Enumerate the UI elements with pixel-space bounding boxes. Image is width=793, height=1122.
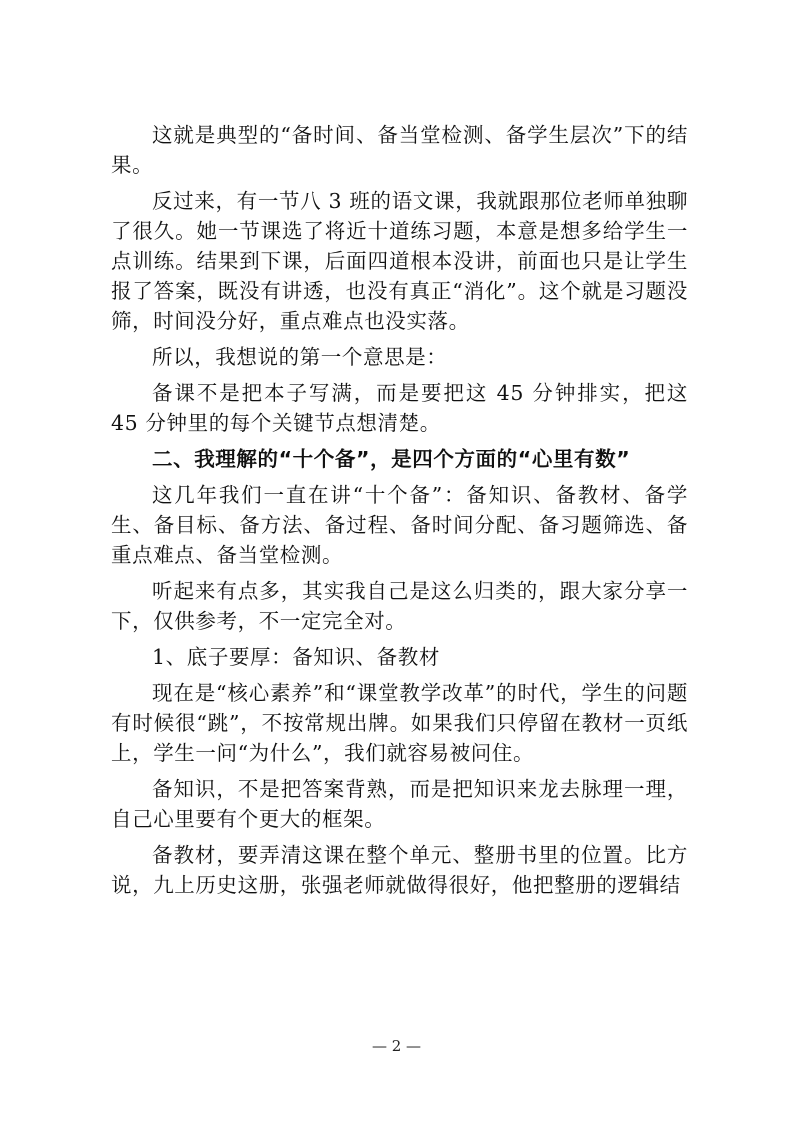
paragraph: 这就是典型的“备时间、备当堂检测、备学生层次”下的结果。 xyxy=(111,123,688,177)
subsection-heading: 1、底子要厚：备知识、备教材 xyxy=(152,645,440,669)
section-heading: 二、我理解的“十个备”，是四个方面的“心里有数” xyxy=(152,447,631,471)
document-body xyxy=(111,120,688,900)
paragraph: 备教材，要弄清这课在整个单元、整册书里的位置。比方说，九上历史这册，张强老师就做得很好，他把整册的逻辑结 xyxy=(111,843,688,897)
paragraph: 听起来有点多，其实我自己是这么归类的，跟大家分享一下，仅供参考，不一定完全对。 xyxy=(111,579,688,633)
paragraph: 现在是“核心素养”和“课堂教学改革”的时代，学生的问题有时候很“跳”，不按常规出牌。如果我们只停留在教材一页纸上，学生一问“为什么”，我们就容易被问住。 xyxy=(111,681,688,765)
paragraph: 备课不是把本子写满，而是要把这 45 分钟排实，把这 45 分钟里的每个关键节点想清楚。 xyxy=(111,381,688,435)
paragraph: 备知识，不是把答案背熟，而是把知识来龙去脉理一理，自己心里要有个更大的框架。 xyxy=(111,777,688,831)
paragraph: 所以，我想说的第一个意思是： xyxy=(152,345,448,369)
paragraph: 这几年我们一直在讲“十个备”：备知识、备教材、备学生、备目标、备方法、备过程、备时间分配、备习题筛选、备重点难点、备当堂检测。 xyxy=(111,483,688,567)
paragraph: 反过来，有一节八 3 班的语文课，我就跟那位老师单独聊了很久。她一节课选了将近十道练习题，本意是想多给学生一点训练。结果到下课，后面四道根本没讲，前面也只是让学生报了答案，既没有讲透，也没有真正“消化”。这个就是习题没筛，时间没分好，重点难点也没实落。 xyxy=(111,189,688,333)
page-number: — 2 — xyxy=(371,1037,422,1055)
